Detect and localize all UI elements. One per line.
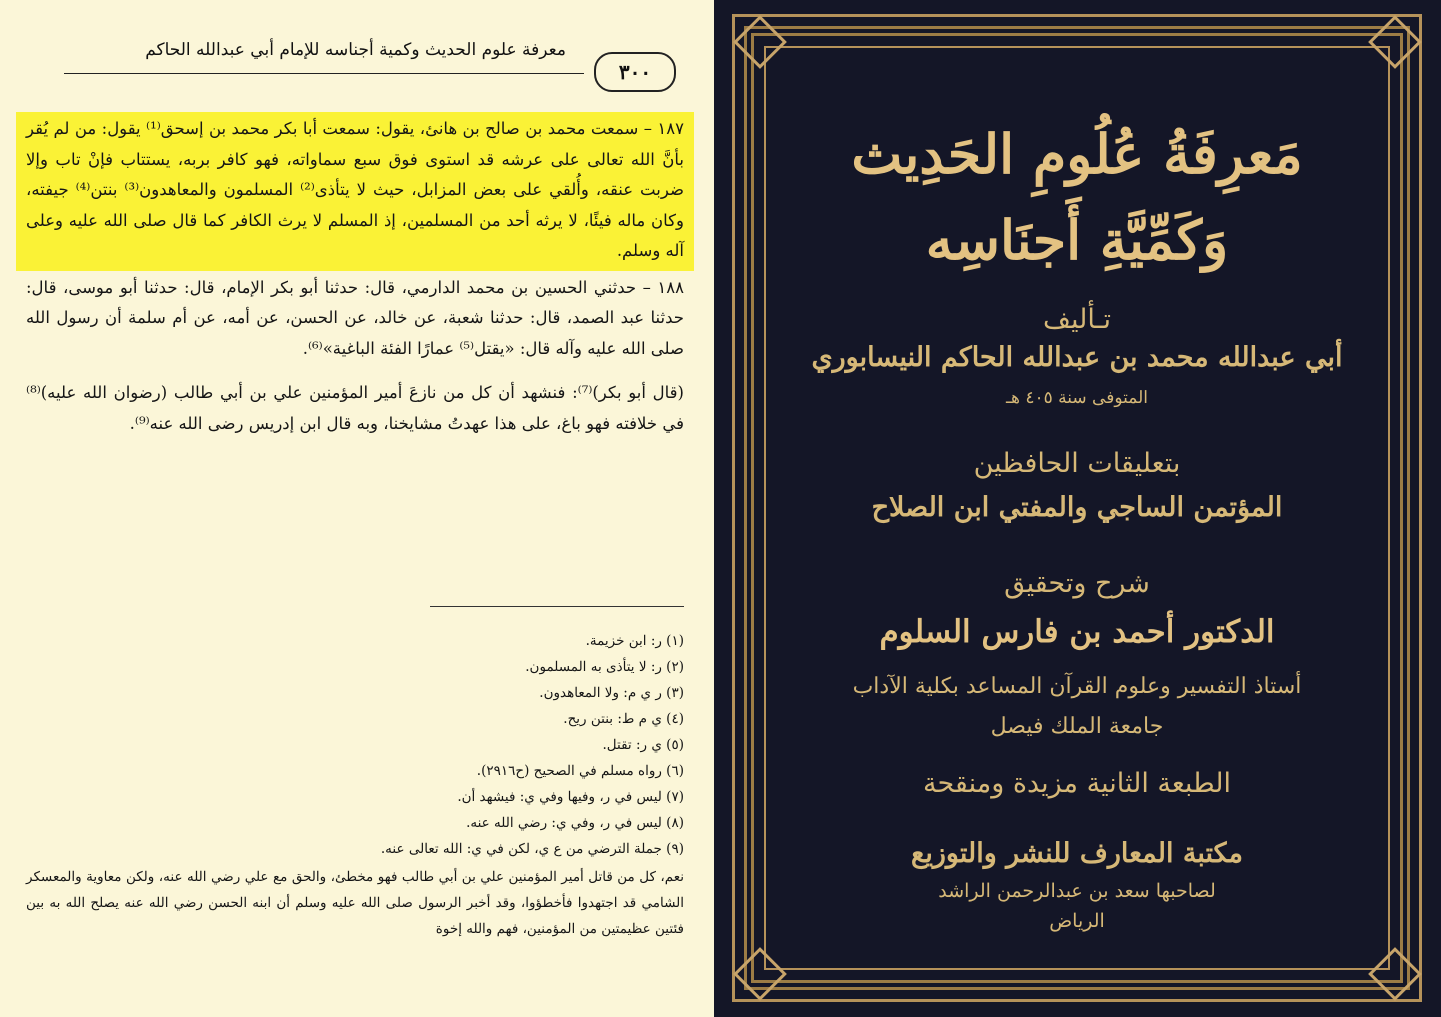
paragraph-187: ١٨٧ – سمعت محمد بن صالح بن هانئ، يقول: سمعت أبا بكر محمد بن إسحق⁽¹⁾ يقول: من لم يُقر بأنَّ الله تعالى على عرشه قد استوى فوق سبع سماواته، فهو كافر بربه، يستتاب فإنْ تاب وإلا ضربت عنقه، وأُلقي على بعض المزابل، حيث لا يتأذى⁽²⁾ المسلمون والمعاهدون⁽³⁾ بنتن⁽⁴⁾ جيفته، وكان ماله فيئًا، لا يرثه أحد من المسلمين، إذ المسلم لا يرث الكافر كما قال صلى الله عليه وعلى آله وسلم.: [26, 119, 684, 260]
header-divider: [64, 73, 584, 74]
highlighted-passage: [16, 112, 694, 271]
cover-editor-position: أستاذ التفسير وعلوم القرآن المساعد بكلية الآداب: [852, 674, 1302, 699]
cover-author: أبي عبدالله محمد بن عبدالله الحاكم النيسابوري: [811, 342, 1343, 373]
footnote-commentary: نعم، كل من قاتل أمير المؤمنين علي بن أبي طالب فهو مخطئ، والحق مع علي رضي الله عنه، ولكن معاوية والمعسكر الشامي قد اجتهدوا فأخطؤوا، وقد أخبر الرسول صلى الله عليه وسلم أن ابنه الحسن رضي الله عنه يصلح الله به بين فئتين عظيمتين من المؤمنين، فهم والله إخوة: [26, 869, 684, 937]
cover-editor: الدكتور أحمد بن فارس السلوم: [879, 614, 1275, 650]
cover-title-line-2: وَكَمِّيَّةِ أَجنَاسِه: [925, 208, 1229, 272]
cover-title-line-1: مَعرِفَةُ عُلُومِ الحَدِيث: [851, 122, 1303, 186]
cover-publisher: مكتبة المعارف للنشر والتوزيع: [910, 838, 1244, 869]
running-header: [24, 40, 694, 84]
cover-university: جامعة الملك فيصل: [990, 714, 1164, 739]
footnote-7: (٧) ليس في ر، وفيها وفي ي: فيشهد أن.: [457, 789, 684, 805]
cover-editing-label: شرح وتحقيق: [1004, 568, 1150, 599]
cover-authorship-label: تـأليف: [1043, 304, 1111, 335]
book-page: [0, 0, 714, 1017]
cover-publisher-owner: لصاحبها سعد بن عبدالرحمن الراشد: [938, 880, 1216, 902]
footnote-1: (١) ر: ابن خزيمة.: [585, 633, 684, 649]
footnote-9: (٩) جملة الترضي من ع ي، لكن في ي: الله تعالى عنه.: [380, 841, 684, 857]
footnote-5: (٥) ي ر: تقتل.: [602, 737, 684, 753]
cover-city: الرياض: [1049, 910, 1105, 932]
cover-edition: الطبعة الثانية مزيدة ومنقحة: [923, 768, 1231, 799]
paragraph-abu-bakr: (قال أبو بكر)⁽⁷⁾: فنشهد أن كل من نازعَ أمير المؤمنين علي بن أبي طالب (رضوان الله عليه)⁽⁸⁾ في خلافته فهو باغ، على هذا عهدتُ مشايخنا، وبه قال ابن إدريس رضى الله عنه⁽⁹⁾.: [26, 383, 684, 433]
footnote-6: (٦) رواه مسلم في الصحيح (ح٢٩١٦).: [476, 763, 684, 779]
footnote-3: (٣) ر ي م: ولا المعاهدون.: [539, 685, 684, 701]
page-number: ٣٠٠: [594, 52, 676, 92]
cover-author-death-date: المتوفى سنة ٤٠٥ هـ: [1005, 388, 1148, 408]
book-cover: [714, 0, 1441, 1017]
cover-annotations-label: بتعليقات الحافظين: [973, 448, 1181, 479]
footnote-2: (٢) ر: لا يتأذى به المسلمون.: [525, 659, 684, 675]
footnote-4: (٤) ي م ط: بنتن ريح.: [563, 711, 684, 727]
footnotes: [26, 628, 684, 942]
running-header-title: معرفة علوم الحديث وكمية أجناسه للإمام أبي عبدالله الحاكم: [145, 40, 566, 60]
footnote-divider: [430, 606, 684, 607]
body-text: [26, 112, 684, 439]
paragraph-188: ١٨٨ – حدثني الحسين بن محمد الدارمي، قال: حدثنا أبو بكر الإمام، قال: حدثنا أبو موسى، قال: حدثنا عبد الصمد، قال: حدثنا شعبة، عن خالد، عن الحسن، عن أمه، عن أم سلمة أن رسول الله صلى الله عليه وآله قال: «يقتل⁽⁵⁾ عمارًا الفئة الباغية»⁽⁶⁾.: [26, 277, 684, 358]
footnote-8: (٨) ليس في ر، وفي ي: رضي الله عنه.: [466, 815, 684, 831]
cover-text: [784, 70, 1370, 950]
cover-annotators: المؤتمن الساجي والمفتي ابن الصلاح: [871, 492, 1283, 523]
